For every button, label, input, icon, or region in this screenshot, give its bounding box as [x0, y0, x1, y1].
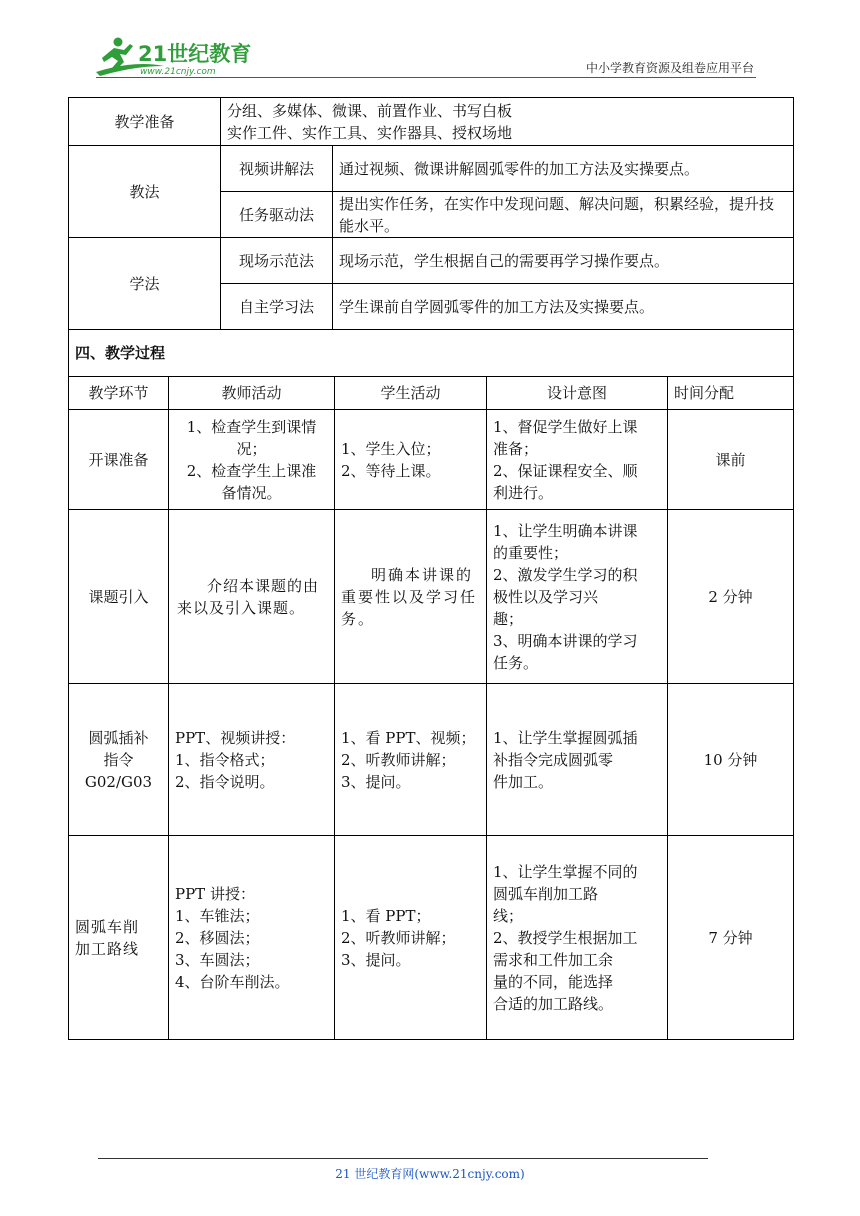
learning-methods-label: 学法: [129, 274, 160, 293]
teaching-methods-label: 教法: [129, 182, 160, 201]
design-intent: 1、让学生掌握圆弧插 补指令完成圆弧零 件加工。: [493, 728, 638, 791]
teacher-activity-cell: [168, 509, 335, 684]
student-activity: 1、学生入位； 2、等待上课。: [341, 439, 441, 480]
teacher-activity-cell: [168, 835, 335, 1040]
teacher-activity-cell: [168, 409, 335, 510]
column-header: 学生活动: [380, 384, 441, 402]
page-header: [0, 0, 860, 80]
student-activity-cell: [334, 835, 487, 1040]
process-header-cell: [68, 376, 169, 410]
student-activity-cell: [334, 509, 487, 684]
student-activity-cell: [334, 409, 487, 510]
stage-cell: [68, 509, 169, 684]
teacher-activity: PPT 讲授： 1、车锥法； 2、移圆法； 3、车圆法； 4、台阶车削法。: [175, 884, 290, 991]
teaching-method-name: 视频讲解法: [238, 159, 314, 178]
design-intent: 1、督促学生做好上课 准备； 2、保证课程安全、顺 利进行。: [493, 417, 638, 502]
stage-name: 圆弧插补 指令 G02/G03: [84, 728, 153, 791]
student-activity: 明确本讲课的重要性以及学习任务。: [341, 565, 478, 628]
logo: [94, 36, 264, 78]
student-activity: 1、看 PPT、视频； 2、听教师讲解； 3、提问。: [341, 728, 476, 791]
teacher-activity: 介绍本课题的由来以及引入课题。: [177, 576, 320, 617]
prep-label-cell: [68, 97, 221, 146]
teaching-method-name-cell: [220, 191, 333, 238]
time-allocation: 2 分钟: [708, 587, 753, 606]
design-intent-cell: [486, 509, 668, 684]
prep-value: 分组、多媒体、微课、前置作业、书写白板 实作工件、实作工具、实作器具、授权场地: [227, 101, 513, 142]
time-cell: [667, 683, 794, 836]
learning-method-name-cell: [220, 237, 333, 284]
design-intent-cell: [486, 683, 668, 836]
time-cell: [667, 509, 794, 684]
prep-label: 教学准备: [114, 112, 175, 131]
column-header: 教学环节: [88, 384, 149, 402]
process-header-cell: [168, 376, 335, 410]
teacher-activity: 1、检查学生到课情 况； 2、检查学生上课准 备情况。: [186, 417, 317, 502]
time-allocation: 课前: [715, 450, 746, 469]
time-cell: [667, 835, 794, 1040]
learning-method-desc: 学生课前自学圆弧零件的加工方法及实操要点。: [339, 297, 655, 316]
process-header-cell: [486, 376, 668, 410]
header-divider: [96, 77, 756, 78]
logo-text: 21世纪教育: [138, 42, 252, 66]
teaching-method-desc-cell: [332, 145, 794, 192]
stage-cell: [68, 409, 169, 510]
footer-divider: [98, 1158, 708, 1159]
teaching-methods-label-cell: [68, 145, 221, 238]
learning-method-name-cell: [220, 283, 333, 330]
column-header: 时间分配: [674, 384, 735, 402]
logo-url: www.21cnjy.com: [140, 67, 216, 77]
section-title-cell: [68, 329, 794, 377]
learning-method-name: 现场示范法: [238, 251, 314, 270]
time-cell: [667, 409, 794, 510]
design-intent-cell: [486, 409, 668, 510]
footer-link[interactable]: 21 世纪教育网(www.21cnjy.com): [335, 1167, 525, 1181]
learning-method-desc-cell: [332, 237, 794, 284]
learning-method-desc: 现场示范，学生根据自己的需要再学习操作要点。: [339, 251, 670, 270]
teaching-method-desc-cell: [332, 191, 794, 238]
time-allocation: 10 分钟: [703, 750, 758, 769]
learning-methods-label-cell: [68, 237, 221, 330]
teacher-activity: PPT、视频讲授： 1、指令格式； 2、指令说明。: [175, 728, 296, 791]
stage-name: 圆弧车削 加工路线: [75, 917, 140, 958]
site-title: 中小学教育资源及组卷应用平台: [585, 61, 754, 75]
stage-name: 课题引入: [88, 587, 149, 606]
column-header: 教师活动: [221, 384, 282, 402]
student-activity-cell: [334, 683, 487, 836]
teaching-method-desc: 通过视频、微课讲解圆弧零件的加工方法及实操要点。: [339, 159, 700, 178]
column-header: 设计意图: [546, 384, 607, 402]
process-header-cell: [667, 376, 794, 410]
teaching-method-name: 任务驱动法: [238, 205, 314, 224]
teaching-method-desc: 提出实作任务，在实作中发现问题、解决问题，积累经验，提升技能水平。: [339, 194, 775, 235]
process-header-cell: [334, 376, 487, 410]
stage-name: 开课准备: [88, 450, 149, 469]
time-allocation: 7 分钟: [708, 928, 753, 947]
design-intent: 1、让学生掌握不同的 圆弧车削加工路 线； 2、教授学生根据加工 需求和工件加工余 量的不同，能选择 合适的加工路线。: [493, 862, 638, 1013]
teacher-activity-cell: [168, 683, 335, 836]
teaching-method-name-cell: [220, 145, 333, 192]
design-intent-cell: [486, 835, 668, 1040]
prep-value-cell: [220, 97, 794, 146]
stage-cell: [68, 835, 169, 1040]
student-activity: 1、看 PPT； 2、听教师讲解； 3、提问。: [341, 906, 456, 969]
section-title: 四、教学过程: [75, 344, 166, 362]
learning-method-name: 自主学习法: [238, 297, 314, 316]
design-intent: 1、让学生明确本讲课 的重要性； 2、激发学生学习的积 极性以及学习兴 趣； 3、明确本讲课的学习 任务。: [493, 521, 638, 672]
stage-cell: [68, 683, 169, 836]
learning-method-desc-cell: [332, 283, 794, 330]
